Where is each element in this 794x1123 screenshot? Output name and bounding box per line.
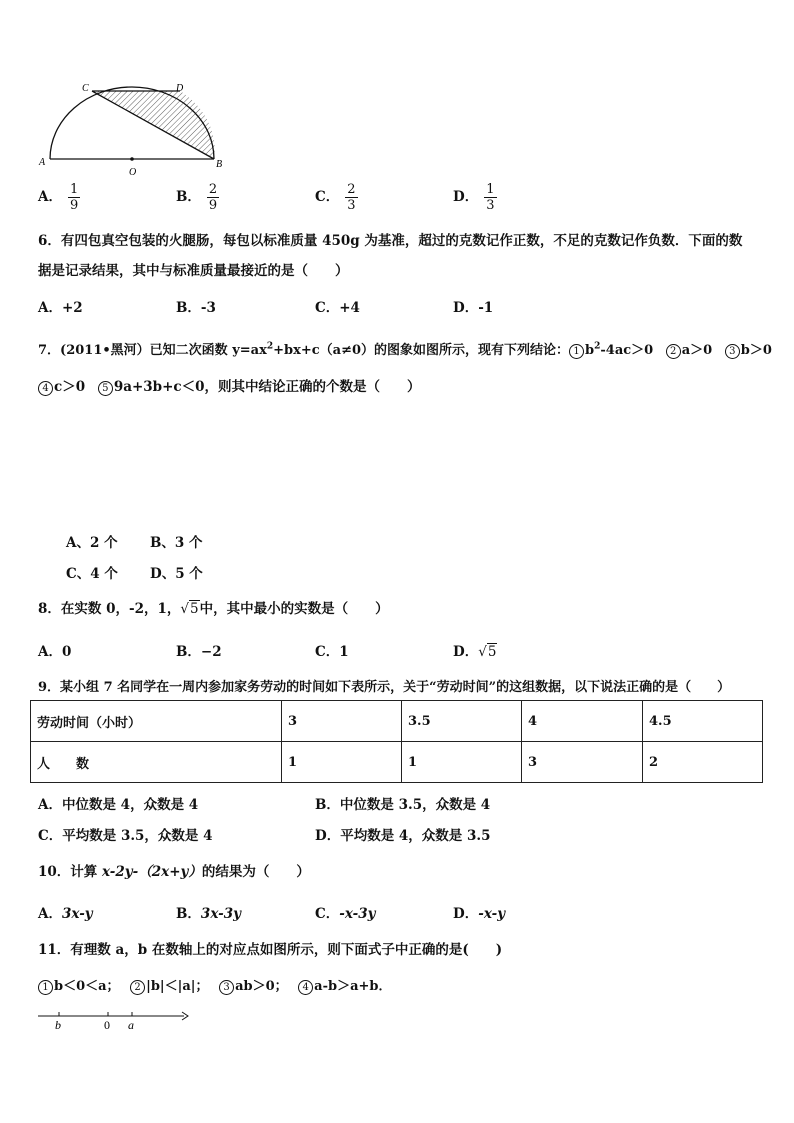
- table-cell: 4.5: [643, 701, 763, 742]
- q9-option-c: C．平均数是 3.5，众数是 4: [38, 828, 213, 844]
- table-cell: 人 数: [31, 742, 282, 783]
- q9-question: 9．某小组 7 名同学在一周内参加家务劳动的时间如下表所示，关于“劳动时间”的这组数据，以下说法正确的是（ ）: [38, 680, 731, 695]
- table-cell: 4: [522, 701, 643, 742]
- label-a: A: [39, 157, 46, 168]
- q10-option-c: C．-x-3y: [315, 906, 376, 922]
- label-b: B: [216, 159, 223, 170]
- q10-option-a: A．3x-y: [38, 906, 93, 922]
- q7-option-d: D、5 个: [150, 566, 203, 582]
- table-cell: 劳动时间（小时）: [31, 701, 282, 742]
- q6-option-a: A．+2: [38, 300, 83, 316]
- q9-table: [30, 700, 763, 783]
- circled-number: 4: [38, 381, 53, 396]
- sqrt-symbol: √5: [180, 601, 199, 617]
- axis-label-b: b: [55, 1018, 61, 1032]
- q5-option-c: C． $\frac{2}{3}$: [315, 182, 356, 213]
- q7-line1: 7．(2011•黑河）已知二次函数 $y=ax^2+bx+c(a\ne 0)$的图象如图所示，现有下列结论： 1 $b^2-4ac>0$ 2 a＞0 3 b＞0: [38, 341, 772, 358]
- circled-number: 1: [569, 344, 584, 359]
- circled-number: 3: [219, 980, 234, 995]
- q5-option-d: D． $\frac{1}{3}$: [453, 182, 495, 213]
- q8-option-c: C．1: [315, 644, 349, 660]
- table-cell: 3: [522, 742, 643, 783]
- table-cell: 3.5: [402, 701, 522, 742]
- q8-question: 8．在实数 0，-2，1，√5中，其中最小的实数是（ ）: [38, 601, 389, 617]
- circled-number: 1: [38, 980, 53, 995]
- circled-number: 3: [725, 344, 740, 359]
- circled-number: 5: [98, 381, 113, 396]
- circled-number: 4: [298, 980, 313, 995]
- sqrt-symbol: √5: [478, 644, 497, 660]
- q11-statements: 1 b＜0＜a； 2 |b|＜|a|； 3 ab＞0； 4 a-b＞a+b．: [38, 975, 391, 995]
- q7-option-b: B、3 个: [150, 535, 203, 551]
- q10-question: 10．计算 x-2y-（2x+y）的结果为（ ）: [38, 864, 310, 880]
- q8-option-b: B．−2: [176, 644, 222, 660]
- number-line-figure: [36, 1006, 192, 1032]
- q7-option-c: C、4 个: [66, 566, 118, 582]
- semicircle-figure: [30, 75, 235, 180]
- q9-option-a: A．中位数是 4，众数是 4: [38, 797, 199, 813]
- label-o: O: [129, 167, 137, 178]
- circled-number: 2: [666, 344, 681, 359]
- q7-line2: 4 c＞0 5 9a+3b+c＜0，则其中结论正确的个数是（ ）: [38, 375, 421, 396]
- table-cell: 3: [282, 701, 402, 742]
- axis-label-a: a: [128, 1018, 134, 1032]
- label-c: C: [82, 83, 89, 94]
- q5-option-b: B． $\frac{2}{9}$: [176, 182, 218, 213]
- q10-option-b: B．3x-3y: [176, 906, 241, 922]
- q10-option-d: D．-x-y: [453, 906, 506, 922]
- q11-question: 11．有理数 a，b 在数轴上的对应点如图所示，则下面式子中正确的是( ): [38, 942, 503, 958]
- fraction: $\frac{1}{9}$: [69, 182, 79, 213]
- q5-option-a: A． $\frac{1}{9}$: [38, 182, 79, 213]
- q6-line1: 6．有四包真空包装的火腿肠，每包以标准质量 450g 为基准，超过的克数记作正数，不足的克数记作负数．下面的数: [38, 233, 743, 249]
- table-cell: 1: [402, 742, 522, 783]
- fraction: $\frac{2}{9}$: [208, 182, 218, 213]
- table-row: [31, 742, 763, 783]
- fraction: $\frac{1}{3}$: [486, 182, 495, 213]
- q9-option-d: D．平均数是 4，众数是 3.5: [315, 828, 491, 844]
- q7-option-a: A、2 个: [66, 535, 118, 551]
- q9-option-b: B．中位数是 3.5，众数是 4: [315, 797, 491, 813]
- fraction: $\frac{2}{3}$: [347, 182, 356, 213]
- q8-option-a: A．0: [38, 644, 72, 660]
- table-cell: 1: [282, 742, 402, 783]
- q6-option-b: B．-3: [176, 300, 216, 316]
- q6-option-d: D．-1: [453, 300, 494, 316]
- table-row: [31, 701, 763, 742]
- table-cell: 2: [643, 742, 763, 783]
- circled-number: 2: [130, 980, 145, 995]
- q6-option-c: C．+4: [315, 300, 360, 316]
- q8-option-d: D．√5: [453, 644, 497, 660]
- label-d: D: [176, 83, 184, 94]
- center-point-o: [130, 157, 134, 161]
- q6-line2: 据是记录结果，其中与标准质量最接近的是（ ）: [38, 263, 349, 279]
- axis-label-zero: 0: [104, 1018, 110, 1032]
